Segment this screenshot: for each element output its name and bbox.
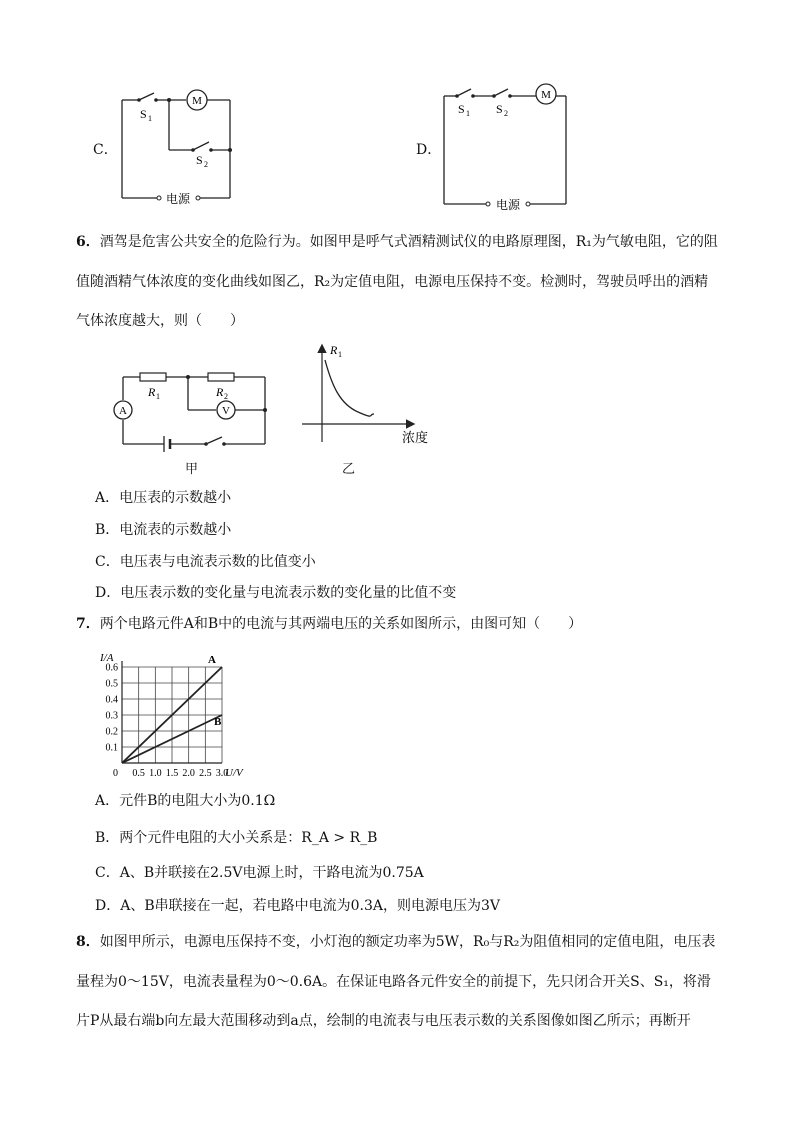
question-7-stem: 7．两个电路元件A和B中的电流与其两端电压的关系如图所示，由图可知（ ）: [76, 616, 583, 632]
figure-jia-circuit: [108, 362, 278, 472]
svg-text:1: 1: [148, 114, 152, 123]
y-tick-label: 0.3: [105, 710, 118, 722]
switch-d-s2-label: S: [496, 102, 503, 116]
question-8-line-2: 量程为0～15V，电流表量程为0～0.6A。在保证电路各元件安全的前提下，先只闭合开关S、S₁，将滑: [76, 974, 711, 990]
question-7-option-a: A．元件B的电阻大小为0.1Ω: [95, 793, 276, 809]
svg-text:2: 2: [204, 160, 208, 169]
question-7-option-c: C．A、B并联接在2.5V电源上时，干路电流为0.75A: [95, 865, 424, 881]
svg-text:2: 2: [504, 109, 508, 118]
switch-c-s2-label: S: [196, 153, 203, 167]
y-tick-label: 0.1: [105, 742, 118, 754]
question-8-line-3: 片P从最右端b向左最大范围移动到a点，绘制的电流表与电压表示数的关系图像如图乙所示；再断开: [76, 1013, 691, 1029]
question-6-option-b: B．电流表的示数越小: [95, 522, 232, 538]
y-tick-label: 0.6: [105, 662, 118, 674]
question-7-option-d: D．A、B串联接在一起，若电路中电流为0.3A，则电源电压为3V: [95, 898, 501, 914]
figure-yi-graph: [298, 338, 448, 453]
question-7-iu-chart: [90, 645, 270, 785]
graph-x-label: 浓度: [402, 430, 429, 445]
series-label-a: A: [208, 654, 216, 666]
origin-label: 0: [113, 768, 118, 779]
circuit-d-diagram: [436, 80, 576, 215]
ammeter-label: A: [119, 405, 127, 417]
graph-y-label: R: [330, 343, 338, 357]
svg-text:1: 1: [466, 109, 470, 118]
svg-text:1: 1: [338, 350, 342, 359]
series-label-b: B: [214, 716, 222, 728]
x-tick-label: 2.5: [199, 768, 212, 779]
r2-label: R: [216, 385, 224, 399]
x-tick-label: 0.5: [132, 768, 145, 779]
question-8-line-1: 8．如图甲所示，电源电压保持不变，小灯泡的额定功率为5W，R₀与R₂为阻值相同的定值电阻，电压表: [76, 934, 716, 950]
circuit-c-diagram: [112, 82, 242, 212]
motor-c-label: M: [192, 95, 202, 107]
question-6-option-c: C．电压表与电流表示数的比值变小: [95, 554, 316, 570]
question-6-line-3: 气体浓度越大，则（ ）: [76, 313, 244, 329]
question-8-number: 8．: [76, 934, 100, 950]
svg-text:1: 1: [156, 392, 160, 401]
question-6-option-d: D．电压表示数的变化量与电流表示数的变化量的比值不变: [95, 585, 457, 601]
question-6-number: 6．: [76, 234, 100, 250]
question-6-option-a: A．电压表的示数越小: [95, 490, 232, 506]
y-tick-label: 0.5: [105, 678, 118, 690]
x-tick-label: 3.0: [215, 768, 229, 779]
r1-label: R: [148, 385, 156, 399]
y-tick-label: 0.4: [105, 694, 118, 706]
switch-c-s1-label: S: [140, 107, 147, 121]
svg-text:2: 2: [224, 392, 228, 401]
x-tick-label: 1.5: [165, 768, 179, 779]
source-d-label: 电源: [495, 198, 521, 212]
x-tick-label: 2.0: [182, 768, 195, 779]
motor-d-label: M: [541, 89, 551, 101]
switch-d-s1-label: S: [458, 102, 465, 116]
source-c-label: 电源: [165, 192, 191, 206]
y-axis-label: I/A: [100, 652, 114, 664]
x-axis-label: U/V: [225, 767, 243, 779]
question-6-line-1: 6．酒驾是危害公共安全的危险行为。如图甲是呼气式酒精测试仪的电路原理图，R₁为气敏电阻，它的阻: [76, 234, 718, 250]
option-d-label: D．: [416, 142, 442, 158]
question-7-number: 7．: [76, 616, 100, 632]
option-c-label: C．: [93, 142, 118, 158]
question-7-option-b: B．两个元件电阻的大小关系是：R_A > R_B: [95, 830, 378, 846]
figure-yi-caption: 乙: [342, 462, 356, 477]
y-tick-label: 0.2: [105, 726, 118, 738]
x-tick-label: 1.0: [149, 768, 162, 779]
question-6-line-2: 值随酒精气体浓度的变化曲线如图乙，R₂为定值电阻，电源电压保持不变。检测时，驾驶员呼出的酒精: [76, 274, 709, 290]
voltmeter-label: V: [222, 405, 230, 417]
figure-jia-caption: 甲: [185, 462, 199, 477]
